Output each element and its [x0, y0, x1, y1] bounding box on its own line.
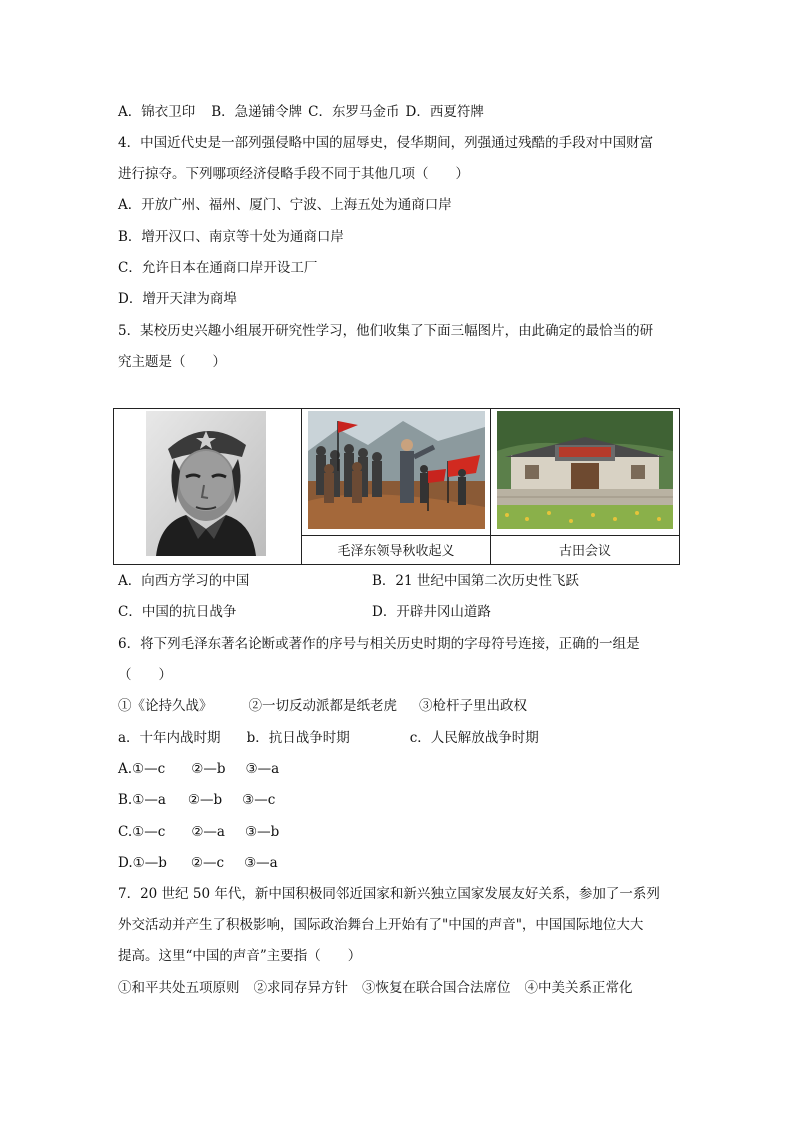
- q3-options: [118, 102, 484, 122]
- q6-item-3: ③枪杆子里出政权: [419, 698, 527, 714]
- q6-option-d: [118, 853, 278, 873]
- caption-divider: [302, 535, 490, 536]
- q6-item-2: ②一切反动派都是纸老虎: [248, 698, 397, 714]
- q7-stem-line2: 外交活动并产生了积极影响，国际政治舞台上开始有了"中国的声音"，中国国际地位大大: [118, 917, 644, 933]
- portrait-photo: [146, 411, 266, 556]
- q7-option-2: ②求同存异方针: [253, 980, 348, 996]
- q6-stem-line2: （ ）: [118, 667, 172, 683]
- q6-option-c: [118, 822, 279, 842]
- q5-stem-line1: 5．某校历史兴趣小组展开研究性学习，他们收集了下面三幅图片，由此确定的最恰当的研: [118, 323, 654, 339]
- q7-option-1: ①和平共处五项原则: [118, 980, 240, 996]
- q7-option-3: ③恢复在联合国合法席位: [362, 980, 511, 996]
- q7-stem-line3: 提高。这里“中国的声音”主要指（ ）: [118, 948, 362, 964]
- q7-options: [118, 978, 633, 998]
- q6-period-a: a．十年内战时期: [118, 730, 221, 746]
- q6-option-b-pair-1: ①—a: [132, 792, 166, 808]
- picture-cell-autumn-harvest: [302, 409, 491, 564]
- q5-option-c: C．中国的抗日战争: [118, 604, 237, 620]
- q3-option-b: B．急递铺令牌: [211, 104, 303, 120]
- q5-option-a: A．向西方学习的中国: [118, 573, 250, 589]
- autumn-harvest-painting: [308, 411, 485, 529]
- gutian-meeting-photo: [497, 411, 673, 529]
- q5-option-b: B．21 世纪中国第二次历史性飞跃: [372, 573, 579, 589]
- q6-stem-line1: 6．将下列毛泽东著名论断或著作的序号与相关历史时期的字母符号连接，正确的一组是: [118, 636, 640, 652]
- caption-gutian: 古田会议: [558, 544, 611, 559]
- q5-option-d: D．开辟井冈山道路: [372, 604, 491, 620]
- q6-option-d-prefix: D.: [118, 855, 133, 871]
- q7-stem-line1: 7．20 世纪 50 年代，新中国积极同邻近国家和新兴独立国家发展友好关系，参加了一系列: [118, 886, 660, 902]
- q5-stem-line2: 究主题是（ ）: [118, 354, 226, 370]
- q6-option-b-prefix: B.: [118, 792, 133, 808]
- q6-option-c-prefix: C.: [118, 824, 133, 840]
- q6-option-c-pair-2: ②—a: [191, 824, 225, 840]
- q6-option-a-pair-3: ③—a: [245, 761, 280, 777]
- q6-option-a-pair-1: ①—c: [132, 761, 166, 777]
- q4-option-d: D．增开天津为商埠: [118, 291, 237, 307]
- q6-option-b: [118, 790, 275, 810]
- picture-cell-portrait: [114, 409, 302, 564]
- caption-autumn-harvest: 毛泽东领导秋收起义: [337, 544, 455, 559]
- q3-option-c: C．东罗马金币: [308, 104, 400, 120]
- q6-option-c-pair-1: ①—c: [132, 824, 166, 840]
- q6-option-d-pair-3: ③—a: [244, 855, 278, 871]
- q4-option-b: B．增开汉口、南京等十处为通商口岸: [118, 229, 344, 245]
- q6-option-d-pair-1: ①—b: [132, 855, 167, 871]
- q6-option-d-pair-2: ②—c: [190, 855, 225, 871]
- caption-divider: [491, 535, 679, 536]
- q6-option-b-pair-3: ③—c: [242, 792, 276, 808]
- picture-cell-gutian: [491, 409, 679, 564]
- q6-option-a-pair-2: ②—b: [191, 761, 226, 777]
- q3-option-a: A．锦衣卫印: [118, 104, 196, 120]
- q6-option-b-pair-2: ②—b: [187, 792, 223, 808]
- q6-items: [118, 696, 527, 716]
- q3-option-d: D．西夏符牌: [405, 104, 484, 120]
- q6-period-c: c．人民解放战争时期: [409, 730, 539, 746]
- q4-option-a: A．开放广州、福州、厦门、宁波、上海五处为通商口岸: [118, 197, 452, 213]
- q4-option-c: C．允许日本在通商口岸开设工厂: [118, 260, 318, 276]
- q6-option-c-pair-3: ③—b: [244, 824, 280, 840]
- q7-option-4: ④中美关系正常化: [524, 980, 633, 996]
- q6-item-1: ①《论持久战》: [118, 698, 213, 714]
- q5-picture-table: [113, 408, 680, 565]
- q4-stem-line2: 进行掠夺。下列哪项经济侵略手段不同于其他几项（ ）: [118, 166, 469, 182]
- q6-periods: [118, 728, 539, 748]
- q4-stem-line1: 4．中国近代史是一部列强侵略中国的屈辱史，侵华期间，列强通过残酷的手段对中国财富: [118, 135, 654, 151]
- q6-period-b: b．抗日战争时期: [246, 730, 350, 746]
- q6-option-a: [118, 759, 279, 779]
- q6-option-a-prefix: A.: [118, 761, 133, 777]
